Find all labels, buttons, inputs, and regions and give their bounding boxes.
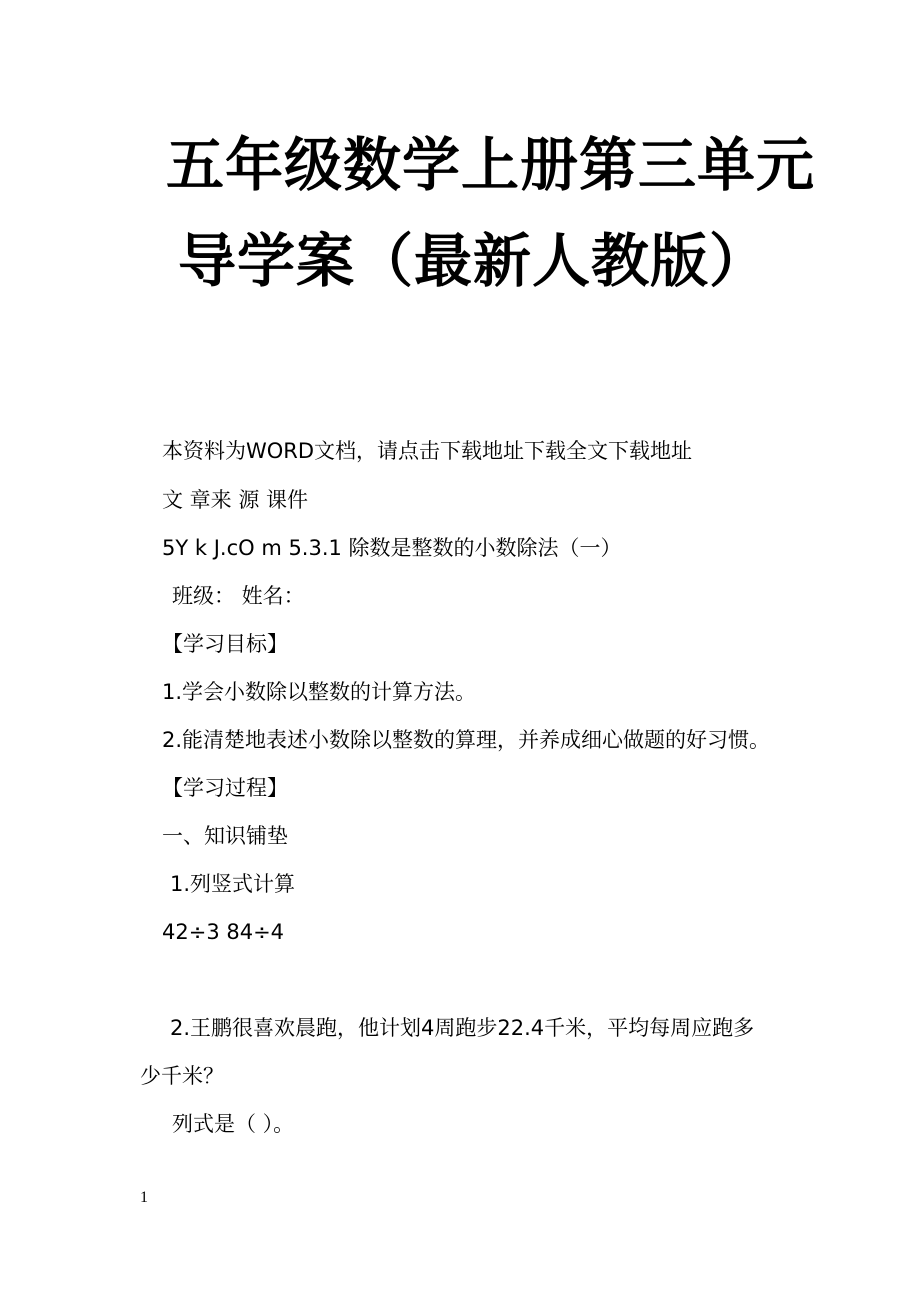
answer-prompt: 列式是（ ）。 xyxy=(172,1112,295,1136)
class-name-fields: 班级： 姓名： xyxy=(172,584,305,608)
document-title-line-2: 导学案（最新人教版） xyxy=(178,227,769,295)
document-title-line-1: 五年级数学上册第三单元 xyxy=(166,131,816,199)
word-problem-continued: 少千米？ xyxy=(140,1064,224,1088)
lesson-heading: 5Y k J.cO m 5.3.1 除数是整数的小数除法（一） xyxy=(162,536,622,560)
word-problem: 2.王鹏很喜欢晨跑，他计划4周跑步22.4千米，平均每周应跑多 xyxy=(170,1016,755,1040)
section-learning-process: 【学习过程】 xyxy=(162,776,288,800)
subsection-heading: 一、知识铺垫 xyxy=(162,824,288,848)
page-number: 1 xyxy=(140,1189,148,1206)
goal-item: 2.能清楚地表述小数除以整数的算理，并养成细心做题的好习惯。 xyxy=(162,728,771,752)
section-learning-goals: 【学习目标】 xyxy=(162,632,288,656)
exercise-problems: 42÷3 84÷4 xyxy=(162,920,285,944)
exercise-instruction: 1.列竖式计算 xyxy=(170,872,296,896)
goal-item: 1.学会小数除以整数的计算方法。 xyxy=(162,680,477,704)
source-text: 文 章来 源 课件 xyxy=(162,488,309,512)
intro-text: 本资料为WORD文档，请点击下载地址下载全文下载地址 xyxy=(162,439,693,463)
